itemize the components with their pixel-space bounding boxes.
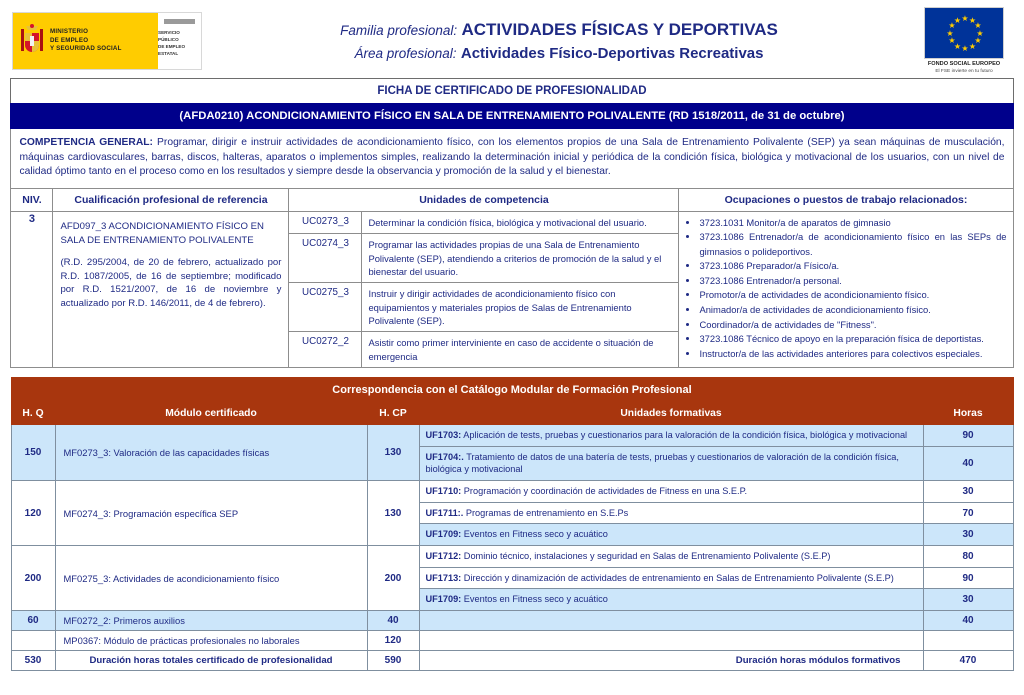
table1-header-row — [11, 188, 1013, 211]
table1-data-row — [11, 211, 1013, 233]
training-unit-cell — [419, 589, 923, 611]
ministerio-logo-left — [13, 13, 158, 69]
module-name: MF0274_3: Programación específica SEP — [55, 480, 367, 545]
competence-general-row — [11, 129, 1013, 189]
unit-code: UC0275_3 — [289, 283, 362, 332]
unit-hours: 40 — [923, 611, 1013, 631]
training-unit-cell — [419, 446, 923, 480]
total-hq: 530 — [11, 651, 55, 671]
total-hcp: 590 — [367, 651, 419, 671]
ministerio-line-2: DE EMPLEO — [50, 36, 89, 44]
training-unit-cell — [419, 631, 923, 651]
list-item: • Animador/a de actividades de acondicionamiento físico. — [699, 303, 1006, 317]
unit-hours: 30 — [923, 524, 1013, 546]
hcp-value: 130 — [367, 480, 419, 545]
occupations-cell — [679, 211, 1013, 367]
area-value: Actividades Físico-Deportivas Recreativas — [460, 44, 764, 62]
eu-star-icon: ★ — [968, 41, 977, 51]
area-label: Área profesional: — [354, 45, 457, 61]
hq-value: 150 — [11, 424, 55, 480]
training-unit-cell — [419, 502, 923, 524]
list-item: • 3723.1086 Técnico de apoyo en la preparación física de deportistas. — [699, 332, 1006, 346]
modular-catalog-section — [0, 377, 1024, 671]
page-title: FICHA DE CERTIFICADO DE PROFESIONALIDAD — [377, 85, 647, 97]
training-unit-cell — [419, 611, 923, 631]
occupations-list — [683, 216, 1006, 361]
hcp-value: 40 — [367, 611, 419, 631]
eu-star-icon: ★ — [948, 36, 956, 46]
table-row — [11, 631, 1013, 651]
table-row — [11, 611, 1013, 631]
sepe-line-1: SERVICIO PÚBLICO — [158, 30, 180, 43]
ministerio-logo — [12, 12, 202, 70]
eu-star-icon: ★ — [948, 21, 956, 31]
unit-code: UC0273_3 — [289, 211, 362, 233]
col-header-hours: Horas — [923, 402, 1013, 424]
training-unit-text: Tratamiento de datos de una batería de tests, pruebas y cuestionarios de valoración de la condición física, biológica y motivacional — [425, 451, 899, 475]
eu-caption-sub: El FSE invierte en tu futuro — [935, 68, 993, 74]
training-unit-code: UF1711:. — [425, 507, 464, 518]
total-right-label: Duración horas módulos formativos — [419, 651, 923, 671]
sepe-line-2: DE EMPLEO ESTATAL — [158, 44, 186, 56]
hcp-value: 120 — [367, 631, 419, 651]
unit-text: Asistir como primer interviniente en caso de accidente o situación de emergencia — [362, 332, 679, 368]
training-unit-text: Aplicación de tests, pruebas y cuestionarios para la valoración de la condición física, biológica y motivacional — [461, 429, 908, 440]
module-name: MP0367: Módulo de prácticas profesionales no laborales — [55, 631, 367, 651]
training-unit-code: UF1712: — [425, 551, 462, 562]
eu-caption-main: FONDO SOCIAL EUROPEO — [927, 60, 1001, 67]
col-header-training-units: Unidades formativas — [419, 402, 923, 424]
col-header-hq: H. Q — [11, 402, 55, 424]
unit-hours: 70 — [923, 502, 1013, 524]
level-cell: 3 — [11, 211, 53, 367]
totals-row — [11, 651, 1013, 671]
training-unit-text: Dominio técnico, instalaciones y seguridad en Salas de Entrenamiento Polivalente (S.E.P) — [461, 551, 831, 562]
competence-general-label: COMPETENCIA GENERAL: — [19, 137, 153, 148]
eu-star-icon: ★ — [953, 15, 962, 25]
table2-header-row — [11, 402, 1013, 424]
unit-text: Programar las actividades propias de una Sala de Entrenamiento Polivalente (SEP), atendiendo a criterios de promoción de la salud y el bienestar del usuario. — [362, 234, 679, 283]
ministerio-line-1: MINISTERIO — [50, 27, 89, 35]
eu-star-icon: ★ — [961, 13, 969, 23]
family-line — [212, 20, 906, 40]
unit-hours: 90 — [923, 424, 1013, 446]
ministerio-logo-text — [50, 28, 122, 55]
col-header-competence-units: Unidades de competencia — [289, 188, 679, 211]
list-item: • Instructor/a de las actividades anteriores para colectivos especiales. — [699, 347, 1006, 361]
header-titles — [202, 15, 916, 68]
unit-hours: 80 — [923, 546, 1013, 568]
module-name: MF0272_2: Primeros auxilios — [55, 611, 367, 631]
qualification-title: AFD097_3 ACONDICIONAMIENTO FÍSICO EN SALA DE ENTRENAMIENTO POLIVALENTE — [60, 220, 264, 246]
total-left-label: Duración horas totales certificado de profesionalidad — [55, 651, 367, 671]
sepe-logo-text — [158, 30, 201, 58]
training-unit-code: UF1703: — [425, 429, 462, 440]
list-item: • 3723.1086 Preparador/a Físico/a. — [699, 259, 1006, 273]
list-item: • Coordinador/a de actividades de "Fitness". — [699, 318, 1006, 332]
training-unit-code: UF1710: — [425, 485, 462, 496]
list-item: • 3723.1086 Entrenador/a de acondicionamiento físico en las SEPs de gimnasios o polideportivos. — [699, 230, 1006, 258]
eu-star-icon: ★ — [976, 28, 984, 38]
training-unit-code: UF1709: — [425, 594, 462, 605]
training-unit-text: Eventos en Fitness seco y acuático — [461, 594, 608, 605]
list-item: • 3723.1086 Entrenador/a personal. — [699, 274, 1006, 288]
hq-value — [11, 631, 55, 651]
unit-hours — [923, 631, 1013, 651]
ministerio-line-3: Y SEGURIDAD SOCIAL — [50, 45, 122, 53]
qualification-rd: (R.D. 295/2004, de 20 de febrero, actualizado por R.D. 1087/2005, de 16 de septiembre; modificado por R.D. 1521/2007, de 16 de noviembre y actualizado por R.D. 146/2011, de 4 de febrero). — [60, 256, 282, 310]
unit-hours: 90 — [923, 567, 1013, 589]
table-row — [11, 424, 1013, 446]
eu-star-icon: ★ — [974, 21, 982, 31]
training-unit-text: Dirección y dinamización de actividades de entrenamiento en Salas de Entrenamiento Polivalente (S.E.P) — [461, 572, 894, 583]
hq-value: 60 — [11, 611, 55, 631]
training-unit-cell — [419, 524, 923, 546]
modular-catalog-table — [11, 377, 1014, 671]
family-value: ACTIVIDADES FÍSICAS Y DEPORTIVAS — [461, 19, 778, 39]
certificate-code-title: (AFDA0210) ACONDICIONAMIENTO FÍSICO EN SALA DE ENTRENAMIENTO POLIVALENTE (RD 1518/2011, de 31 de octubre) — [11, 104, 1013, 129]
col-header-hcp: H. CP — [367, 402, 419, 424]
eu-star-icon: ★ — [961, 43, 969, 53]
training-unit-code: UF1704:. — [425, 451, 464, 462]
competence-general-cell — [11, 129, 1013, 189]
col-header-occupations: Ocupaciones o puestos de trabajo relacionados: — [679, 188, 1013, 211]
table2-title: Correspondencia con el Catálogo Modular de Formación Profesional — [11, 377, 1013, 402]
document-header — [0, 0, 1024, 78]
eu-star-icon: ★ — [953, 41, 962, 51]
eu-flag-icon — [924, 7, 1004, 59]
eu-star-icon: ★ — [946, 28, 954, 38]
table-row — [11, 546, 1013, 568]
module-name: MF0273_3: Valoración de las capacidades físicas — [55, 424, 367, 480]
training-unit-code: UF1713: — [425, 572, 462, 583]
unit-code: UC0274_3 — [289, 234, 362, 283]
col-header-module: Módulo certificado — [55, 402, 367, 424]
spain-coat-of-arms-icon — [19, 24, 45, 58]
eu-logo-caption — [916, 61, 1012, 75]
competence-general-text: Programar, dirigir e instruir actividades de acondicionamiento físico, con los elementos propios de una Sala de Entrenamiento Polivalente (SEP) ya sean máquinas de musculación, máquinas cardiovasculares, barras, discos, halteras, aparatos o implementos simples, realizando la determinación inicial y periódica de la condición física, biológica y motivacional de los usuarios, con un nivel de calidad óptimo tanto en el proceso como en los resultados y siempre desde la observancia y promoción de la salud y el bienestar. — [19, 137, 1005, 178]
col-header-qualification: Cualificación profesional de referencia — [53, 188, 289, 211]
unit-hours: 30 — [923, 589, 1013, 611]
hcp-value: 130 — [367, 424, 419, 480]
sheet-title-row — [11, 79, 1013, 104]
sepe-logo — [158, 13, 201, 69]
training-unit-cell — [419, 546, 923, 568]
family-label: Familia profesional: — [340, 22, 458, 38]
fondo-social-europeo-logo — [916, 7, 1012, 75]
hq-value: 120 — [11, 480, 55, 545]
table2-title-row — [11, 377, 1013, 402]
qualification-cell — [53, 211, 289, 367]
eu-star-icon: ★ — [968, 15, 977, 25]
total-hours: 470 — [923, 651, 1013, 671]
table-row — [11, 480, 1013, 502]
training-unit-cell — [419, 567, 923, 589]
certificate-main-table — [10, 78, 1013, 368]
area-line — [212, 45, 906, 63]
unit-code: UC0272_2 — [289, 332, 362, 368]
col-header-niv: NIV. — [11, 188, 53, 211]
training-unit-cell — [419, 424, 923, 446]
unit-hours: 40 — [923, 446, 1013, 480]
code-title-row — [11, 104, 1013, 129]
eu-star-icon: ★ — [974, 36, 982, 46]
list-item: • Promotor/a de actividades de acondicionamiento físico. — [699, 288, 1006, 302]
module-name: MF0275_3: Actividades de acondicionamiento físico — [55, 546, 367, 611]
hq-value: 200 — [11, 546, 55, 611]
training-unit-text: Programación y coordinación de actividades de Fitness en una S.E.P. — [461, 485, 748, 496]
list-item: • 3723.1031 Monitor/a de aparatos de gimnasio — [699, 216, 1006, 230]
training-unit-code: UF1709: — [425, 529, 462, 540]
training-unit-text: Programas de entrenamiento en S.E.Ps — [463, 507, 629, 518]
hcp-value: 200 — [367, 546, 419, 611]
unit-hours: 30 — [923, 480, 1013, 502]
training-unit-cell — [419, 480, 923, 502]
training-unit-text: Eventos en Fitness seco y acuático — [461, 529, 608, 540]
unit-text: Determinar la condición física, biológica y motivacional del usuario. — [362, 211, 679, 233]
unit-text: Instruir y dirigir actividades de acondicionamiento físico con equipamientos y materiales propios de Salas de Entrenamiento Polivalente (SEP). — [362, 283, 679, 332]
